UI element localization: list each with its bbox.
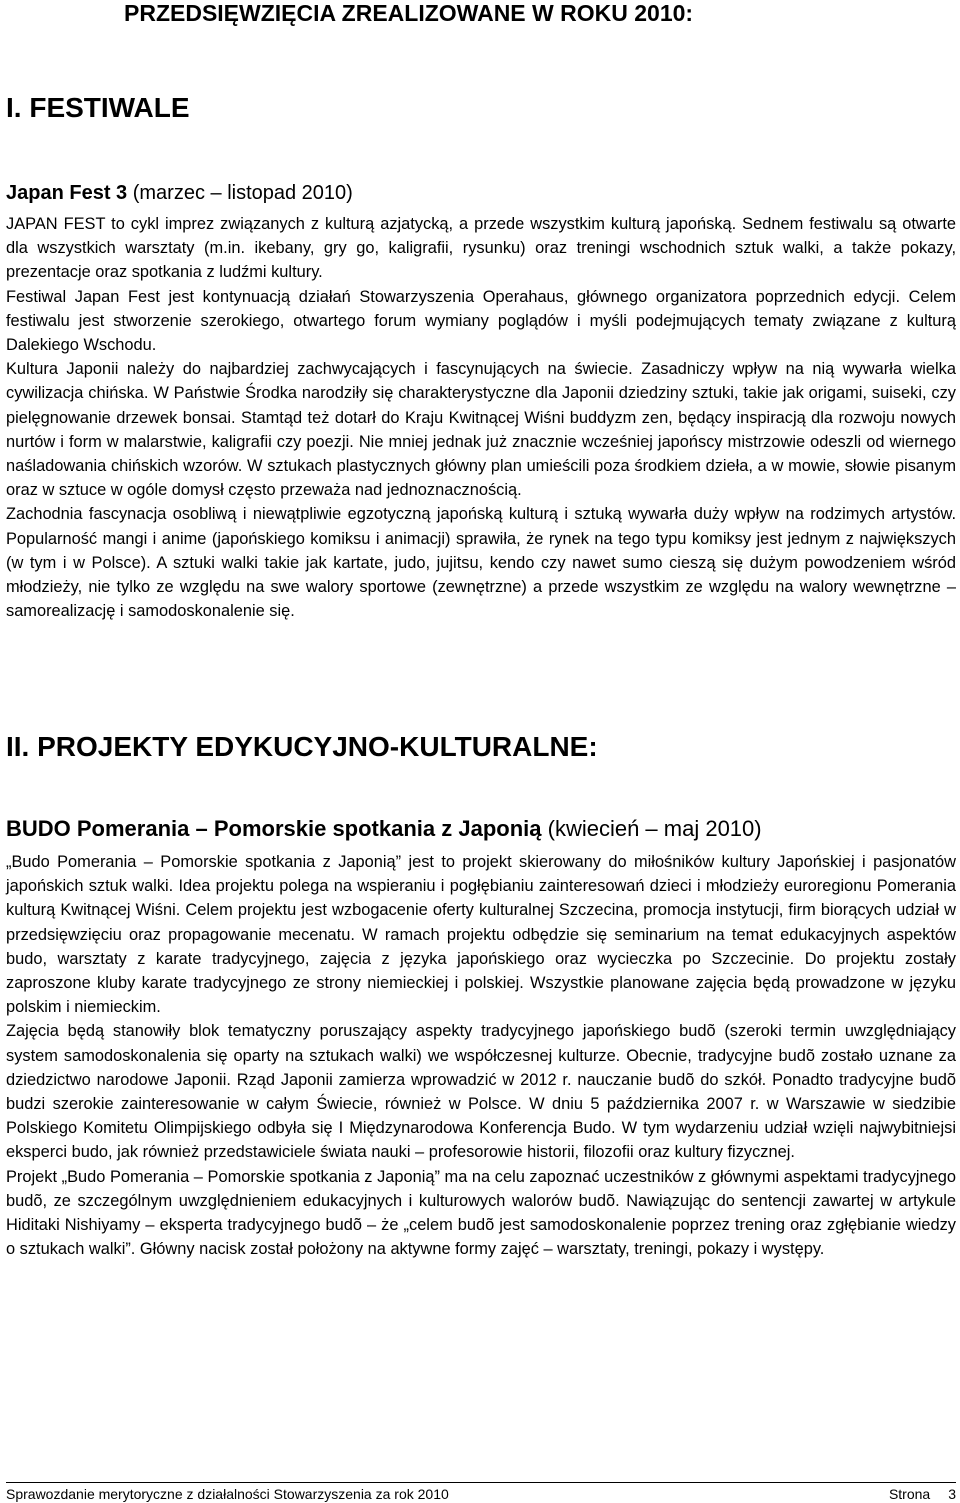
festival-paragraph: JAPAN FEST to cykl imprez związanych z kulturą azjatycką, a przede wszystkim kulturą japońską. Sednem festiwalu są otwarte dla wszystkich warsztaty (m.in. ikebany, gry go, kaligrafii, rysunku) oraz treningi wschodnich sztuk walki, a także pokazy, prezentacje oraz spotkania z ludźmi kultury. — [6, 215, 956, 282]
project-title-dates: (kwiecień – maj 2010) — [541, 816, 762, 841]
section-heading-projects: II. PROJEKTY EDYKUCYJNO-KULTURALNE: — [6, 731, 598, 762]
footer-page-label: Strona — [888, 1486, 931, 1502]
footer-page-number — [889, 1486, 956, 1502]
project-title — [6, 816, 762, 842]
footer-page-value: 3 — [948, 1486, 956, 1502]
project-text — [6, 850, 956, 1261]
project-paragraph: Zajęcia będą stanowiły blok tematyczny poruszający aspekty tradycyjnego japońskiego budõ (szeroki termin uwzględniający system samodoskonalenia się oparty na sztukach walki) we współczesnej kulturze. Obecnie, tradycyjne budõ zostało uznane za dziedzictwo narodowe Japonii. Rząd Japonii zamierza wprowadzić w 2012 r. nauczanie budõ do szkół. Ponadto tradycyjne budõ budzi szerokie zainteresowanie w całym Świecie, również w Polsce. W dniu 5 października 2007 r. w Warszawie w siedzibie Polskiego Komitetu Olimpijskiego odbyła się I Międzynarodowa Konferencja Budo. W tym wydarzeniu udział wzięli najwybitniejsi eksperci budo, jak również przedstawiciele świata nauki – profesorowie historii, filozofii oraz kultury fizycznej. — [6, 1022, 956, 1162]
festival-paragraph: Festiwal Japan Fest jest kontynuacją działań Stowarzyszenia Operahaus, głównego organizatora poprzednich edycji. Celem festiwalu jest stworzenie szerokiego, otwartego forum wymiany poglądów i myśli podejmujących tematy związane z kulturą Dalekiego Wschodu. — [6, 287, 956, 355]
event-title — [6, 182, 353, 205]
page-title: PRZEDSIĘWZIĘCIA ZREALIZOWANE W ROKU 2010: — [124, 0, 694, 26]
event-title-dates: (marzec – listopad 2010) — [127, 182, 353, 204]
project-title-name: BUDO Pomerania – Pomorskie spotkania z Japonią — [6, 816, 542, 841]
section-heading-festivals: I. FESTIWALE — [6, 92, 190, 123]
page-footer — [6, 1482, 956, 1502]
project-paragraph: „Budo Pomerania – Pomorskie spotkania z Japonią” jest to projekt skierowany do miłośników kultury Japońskiej i pasjonatów japońskich sztuk walki. Idea projektu polega na wspieraniu i pogłębianiu zainteresowań dzieci i młodzieży euroregionu Pomerania kulturą Kwitnącej Wiśni. Celem projektu jest wzbogacenie oferty kulturalnej Szczecina, promocja instytucji, firm biorących udział w przedsięwzięciu oraz propagowanie mecenatu. W ramach projektu odbędzie się seminarium na temat edukacyjnych aspektów budo, warsztaty z karate tradycyjnego, zajęcia z języka japońskiego oraz wycieczka po Szczecinie. Do projektu zostały zaproszone kluby karate tradycyjnego ze strony niemieckiej i polskiej. Wszystkie planowane zajęcia będą prowadzone w języku polskim i niemieckim. — [6, 853, 956, 1017]
footer-report-title: Sprawozdanie merytoryczne z działalności Stowarzyszenia za rok 2010 — [6, 1486, 449, 1502]
festival-paragraph: Zachodnia fascynacja osobliwą i niewątpliwie egzotyczną japońską kulturą i sztuką wywarła duży wpływ na rodzimych artystów. Popularność mangi i anime (japońskiego komiksu i animacji) sprawiła, że rynek na tego typu komiksy jest jednym z największych (w tym i w Polsce). A sztuki walki takie jak kartate, judo, jujitsu, kendo czy nawet sumo cieszą się dużym powodzeniem wśród młodzieży, nie tylko ze względu na swe walory sportowe (zewnętrzne) a przede wszystkim ze względu na walory wewnętrzne – samorealizację i samodoskonalenie się. — [6, 505, 956, 621]
festival-text — [6, 212, 956, 623]
project-paragraph: Projekt „Budo Pomerania – Pomorskie spotkania z Japonią” ma na celu zapoznać uczestników z głównymi aspektami tradycyjnego budõ, ze szczególnym uwzględnieniem edukacyjnych i kulturowych walorów budõ. Nawiązując do sentencji zawartej w artykule Hiditaki Nishiyamy – eksperta tradycyjnego budõ – że „celem budõ jest samodoskonalenie poprzez trening oraz zgłębianie wiedzy o sztukach walki”. Główny nacisk został położony na aktywne formy zajęć – warsztaty, treningi, pokazy i występy. — [6, 1167, 956, 1259]
festival-paragraph: Kultura Japonii należy do najbardziej zachwycających i fascynujących na świecie. Zasadniczy wpływ na nią wywarła wielka cywilizacja chińska. W Państwie Środka narodziły się charakterystyczne dla Japonii dziedziny sztuki, takie jak origami, suiseki, czy pielęgnowanie drzewek bonsai. Stamtąd też dotarł do Kraju Kwitnącej Wiśni buddyzm zen, będący inspiracją dla rozwoju nowych nurtów i form w malarstwie, kaligrafii czy poezji. Nie mniej jednak już znacznie wcześniej japońscy mistrzowie odeszli od wiernego naśladowania chińskich wzorów. W sztukach plastycznych główny plan umieścili poza środkiem dzieła, a w mowie, słowie pisanym oraz w sztuce w ogóle domysł często przeważa nad jednoznacznością. — [6, 360, 956, 500]
event-title-name: Japan Fest 3 — [6, 182, 128, 204]
